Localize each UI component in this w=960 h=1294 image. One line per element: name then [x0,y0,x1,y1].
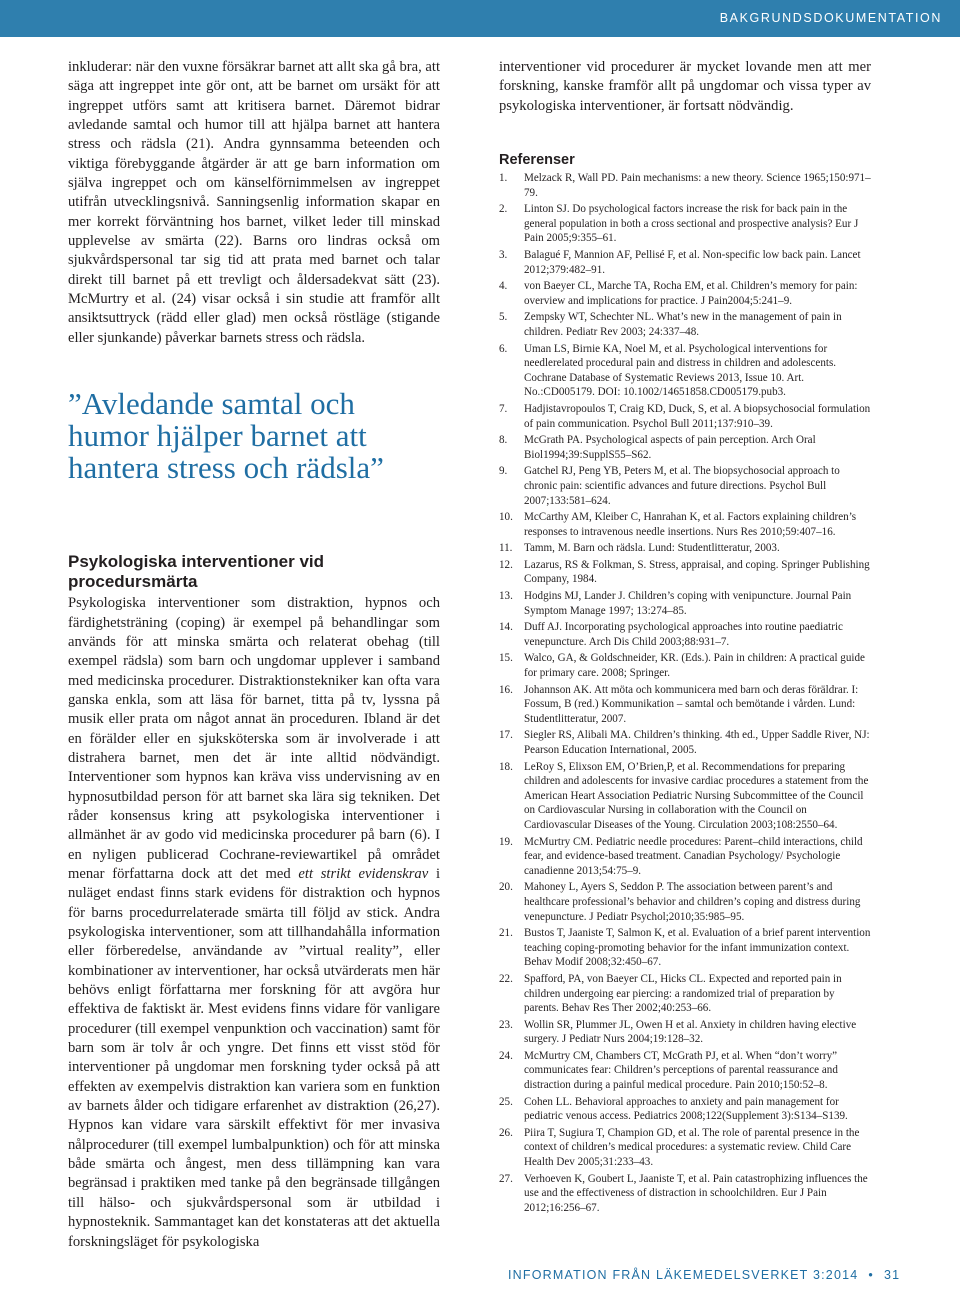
reference-text: Johannson AK. Att möta och kommunicera med barn och deras föräldrar. I: Fossum, B (red.) Kommunikation – samtal och bemötande i vården. Lund: Studentlitteratur, 2007. [524,683,859,725]
reference-item [499,433,871,462]
reference-item [499,728,871,757]
reference-item [499,926,871,970]
section-heading: Psykologiska interventioner vid procedursmärta [68,552,325,592]
reference-text: Uman LS, Birnie KA, Noel M, et al. Psychological interventions for needlerelated procedural pain and distress in children and adolescents. Cochrane Database of Systematic Reviews 2013, Issue 10. Art. No.:CD005179. DOI: 10.1002/14651858.CD005179.pub3. [524,342,837,399]
header-band [0,0,960,37]
reference-text: McCarthy AM, Kleiber C, Hanrahan K, et al. Factors explaining children’s responses to intravenous needle insertions. Nurs Res 2010;59:407–16. [524,511,857,538]
reference-item [499,248,871,277]
reference-text: Balagué F, Mannion AF, Pellisé F, et al. Non-specific low back pain. Lancet 2012;379:482–91. [524,249,861,276]
reference-number: 25. [499,1095,513,1108]
reference-number: 26. [499,1126,513,1139]
reference-number: 12. [499,558,513,571]
reference-number: 16. [499,683,513,696]
reference-text: McMurtry CM, Chambers CT, McGrath PJ, et al. When “don’t worry” communicates fear: Children’s perceptions of parental reassurance and distraction during a painful medical procedure. Pain 2010;150:52–8. [524,1049,838,1092]
reference-number: 15. [499,652,513,665]
reference-item [499,279,871,308]
reference-item [499,558,871,587]
publication-name: INFORMATION FRÅN LÄKEMEDELSVERKET 3:2014 [508,1268,859,1282]
reference-text: Verhoeven K, Goubert L, Jaaniste T, et al. Pain catastrophizing influences the use and the effectiveness of distraction in schoolchildren. Eur J Pain 2012;16:256–67. [524,1172,868,1214]
reference-item [499,880,871,924]
reference-item [499,1018,871,1047]
reference-number: 6. [499,342,508,355]
reference-number: 8. [499,434,508,447]
reference-item [499,402,871,431]
reference-text: Lazarus, RS & Folkman, S. Stress, appraisal, and coping. Springer Publishing Company, 1984. [524,558,870,586]
reference-text: von Baeyer CL, Marche TA, Rocha EM, et al. Children’s memory for pain: overview and implications for practice. J Pain2004;5:241–9. [524,280,858,307]
reference-text: Bustos T, Jaaniste T, Salmon K, et al. Evaluation of a brief parent intervention teaching coping-promoting behavior for the infant immunization context. Behav Modif 2008;32:450–67. [524,927,871,969]
reference-text: Piira T, Sugiura T, Champion GD, et al. The role of parental presence in the context of children’s medical procedures: a systematic review. Child Care Health Dev 2005;31:233–43. [524,1126,860,1169]
reference-item [499,1095,871,1124]
reference-item [499,589,871,618]
reference-item [499,171,871,200]
reference-number: 1. [499,172,508,185]
reference-item [499,541,871,556]
reference-text: Spafford, PA, von Baeyer CL, Hicks CL. Expected and reported pain in children undergoing ear piercing: a randomized trial of preparation by parents. Behav Res Ther 2002;40:253–66. [524,972,842,1015]
reference-item [499,683,871,727]
reference-item [499,510,871,539]
reference-number: 3. [499,249,508,261]
left-column [68,58,440,1252]
reference-text: Hadjistavropoulos T, Craig KD, Duck, S, et al. A biopsychosocial formulation of pain communication. Psychol Bull 2011;137:910–39. [524,402,871,430]
references-list [499,171,871,1215]
reference-number: 19. [499,835,513,848]
intro-paragraph: inkluderar: när den vuxne försäkrar barnet att allt ska gå bra, att säga att ingreppet inte gör ont, att be barnet om ursäkt för att ingreppet utförs samt att kritisera barnet. Däremot bidrar avledande samtal och humor till att hjälpa barnet att hantera stress och rädsla (21). Andra gynnsamma beteenden och viktiga förebyggande åtgärder är att ge barn information om själva ingreppet och om känselförnimmelsen av ingreppet utifrån utvecklingsnivå. Sanningsenlig information skapar en mer korrekt förväntning hos barnet, vilket leder till minskad upplevelse av smärta (22). Barns oro lindras också om sjukvårdspersonal tar sig tid att prata med barnet och talar direkt till barnet på ett trevligt och åldersadekvat sätt (23). McMurtry et al. (24) visar också i sin studie att framför allt ansiktsuttryck (rädd eller glad) men också röstläge (stigande eller sjunkande) påverkar barnets stress och rädsla. [68,59,440,346]
reference-number: 7. [499,402,508,415]
reference-text: Zempsky WT, Schechter NL. What’s new in the management of pain in children. Pediatr Rev 2003; 24:337–48. [524,311,842,338]
reference-item [499,835,871,879]
reference-text: Siegler RS, Alibali MA. Children’s thinking. 4th ed., Upper Saddle River, NJ: Pearson Education International, 2005. [524,729,870,756]
footer-separator: • [868,1268,874,1282]
reference-item [499,310,871,339]
reference-text: Cohen LL. Behavioral approaches to anxiety and pain management for pediatric venous access. Pediatrics 2008;122(Supplement 3):S134–S139. [524,1095,848,1123]
reference-number: 17. [499,729,513,742]
reference-number: 24. [499,1049,513,1062]
reference-text: Duff AJ. Incorporating psychological approaches into routine paediatric venepuncture. Arch Dis Child 2003;88:931–7. [524,621,843,648]
reference-number: 9. [499,465,508,478]
reference-number: 18. [499,760,513,773]
reference-number: 27. [499,1172,513,1185]
reference-text: Melzack R, Wall PD. Pain mechanisms: a new theory. Science 1965;150:971–79. [524,172,871,199]
reference-number: 13. [499,590,513,603]
reference-item [499,202,871,246]
pull-quote: ”Avledande samtal och humor hjälper barnet att hantera stress och rädsla” [68,386,384,486]
footer [508,1268,901,1282]
reference-item [499,1126,871,1170]
reference-item [499,464,871,508]
reference-item [499,760,871,833]
reference-text: LeRoy S, Elixson EM, O’Brien,P, et al. Recommendations for preparing children and adolescents for invasive cardiac procedures a statement from the American Heart Association Pediatric Nursing Subcommittee of the Council on Cardiovascular Nursing in collaboration with the Council on Cardiovascular Diseases of the Young. Circulation 2003;108:2550–64. [524,760,869,831]
reference-text: Gatchel RJ, Peng YB, Peters M, et al. The biopsychosocial approach to chronic pain: scientific advances and future directions. Psychol Bull 2007;133:581–624. [524,465,840,507]
section-paragraph-part2: i nuläget endast finns stark evidens för distraktion och hypnos för barns procedurrelaterade smärta till följd av stick. Andra psykologiska interventioner, som att tillhandahålla information eller förberedelse, användande av ”virtual reality”, eller kombinationer av interventioner, har också utvärderats men här behövs enligt författarna mer forskning för att avgöra hur effektiva de faktiskt är. Mest evidens finns vidare för vanligare procedurer (till exempel venpunktion och vaccination) samt för barn som är tolv år och yngre. Det finns ett visst stöd för interventioner på ungdomar men forskning tyder också på att effekten av exempelvis distraktion kan variera som en funktion av barnets ålder och tidigare erfarenhet av distraktion (26,27). Hypnos kan vidare vara särskilt effektivt för mer invasiva nålprocedurer (till exempel lumbalpunktion) och för att minska både smärta och ångest, men dess tillämpning kan vara begränsad i praktiken med tanke på den begränsade tillgången till hälso- och sjukvårdspersonal som är utbildad i hypnosteknik. Sammantaget kan det konstateras att det aktuella forskningsläget för psykologiska [68,865,441,1250]
section-paragraph-part1: Psykologiska interventioner som distraktion, hypnos och färdighetsträning (coping) är exempel på behandlingar som används för att minska smärta och relaterat obehag (till exempel rädsla) som barn och ungdomar upplever i samband med medicinska procedurer. Distraktionstekniker kan ofta vara ganska enkla, som att läsa för barnet, titta på tv, lyssna på musik eller prata om något annat än proceduren. Ibland är det en förälder eller en sjuksköterska som är involverade i att distrahera barnet, men det är inte alltid nödvändigt. Interventioner som hypnos kan kräva viss undervisning av en hypnosutbildad person för att barnet ska lära sig tekniken. Det råder konsensus kring att psykologiska interventioner i allmänhet är av godo vid medicinska procedurer på barn (6). I en nyligen publicerad Cochrane-reviewartikel på området menar författarna dock att det med [68,595,440,882]
reference-text: McGrath PA. Psychological aspects of pain perception. Arch Oral Biol1994;39:SupplS55–S62. [524,434,816,461]
reference-item [499,620,871,649]
reference-number: 21. [499,927,513,940]
reference-number: 4. [499,280,508,293]
reference-number: 20. [499,881,513,894]
reference-text: McMurtry CM. Pediatric needle procedures: Parent–child interactions, child fear, and evidence-based treatment. Canadian Psychology/ Psychologie canadienne 2013;54:75–9. [524,835,863,877]
references-heading: Referenser [499,152,575,169]
right-column [499,58,871,1217]
reference-number: 23. [499,1018,513,1031]
page-number: 31 [883,1268,901,1282]
reference-text: Tamm, M. Barn och rädsla. Lund: Studentlitteratur, 2003. [524,542,780,555]
reference-text: Mahoney L, Ayers S, Seddon P. The association between parent’s and healthcare professional’s behavior and children’s coping and distress during venepuncture. J Pediatr Psychol;2010;35:985–95. [524,881,861,923]
reference-number: 10. [499,511,513,524]
reference-item [499,1049,871,1093]
section-label: BAKGRUNDSDOKUMENTATION [719,11,942,25]
reference-text: Linton SJ. Do psychological factors increase the risk for back pain in the general population in both a cross sectional and prospective analysis? Eur J Pain 2005;9:355–61. [524,203,859,245]
reference-text: Wollin SR, Plummer JL, Owen H et al. Anxiety in children having elective surgery. J Pediatr Nurs 2004;19:128–32. [524,1018,857,1046]
reference-item [499,342,871,400]
reference-text: Hodgins MJ, Lander J. Children’s coping with venipuncture. Journal Pain Symptom Manage 1997; 13:274–85. [524,590,852,617]
emphasis-text: ett strikt evidenskrav [298,865,429,882]
continuation-paragraph: interventioner vid procedurer är mycket lovande men att mer forskning, kanske framför allt på ungdomar och vissa typer av psykologiska interventioner, är fortsatt nödvändig. [499,59,871,114]
section-paragraph [68,594,440,1252]
reference-text: Walco, GA, & Goldschneider, KR. (Eds.). Pain in children: A practical guide for primary care. 2008; Springer. [524,652,865,680]
reference-number: 2. [499,203,508,216]
reference-number: 22. [499,972,513,985]
reference-number: 11. [499,542,513,555]
reference-number: 5. [499,311,508,324]
reference-item [499,1172,871,1216]
reference-item [499,972,871,1016]
reference-number: 14. [499,621,513,634]
reference-item [499,651,871,680]
